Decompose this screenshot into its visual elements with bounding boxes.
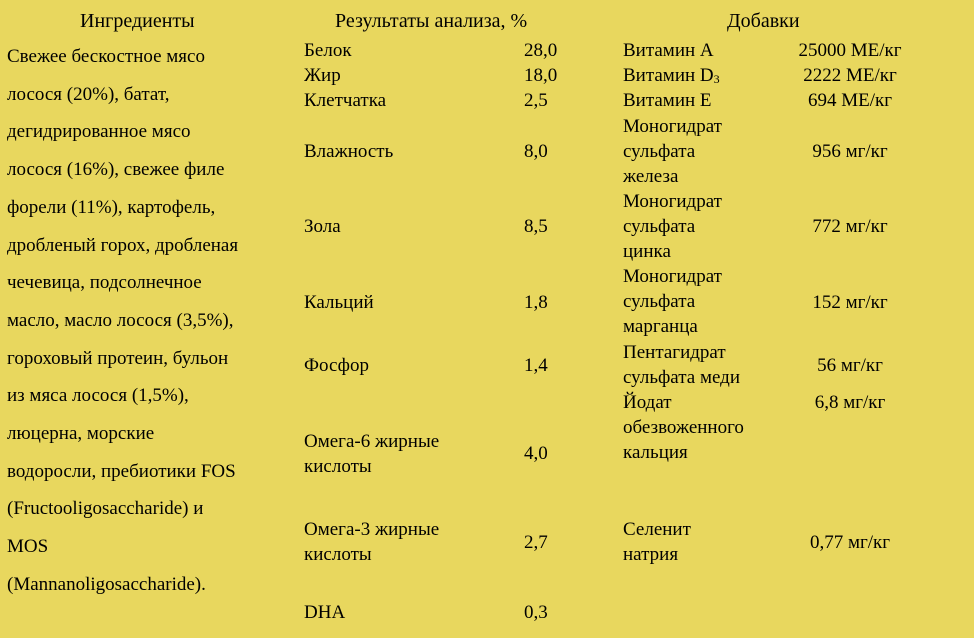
additive-name-line: марганца	[623, 316, 698, 337]
analysis-name-omega3	[304, 517, 439, 567]
additive-name-manganese	[623, 264, 722, 339]
ingredients-line: дробленый горох, дробленая	[7, 234, 239, 256]
analysis-name-ash: Зола	[304, 216, 341, 237]
ingredients-line: (Mannanoligosaccharide).	[7, 573, 206, 595]
additive-name-line: натрия	[623, 544, 679, 565]
analysis-name-omega6-line: кислоты	[304, 456, 372, 477]
analysis-name-omega3-line: кислоты	[304, 544, 372, 565]
additive-name-selenite	[623, 517, 691, 567]
additive-name-line: Селенит	[623, 519, 691, 540]
additive-name-line: кальция	[623, 442, 688, 463]
analysis-value-omega6: 4,0	[524, 443, 548, 464]
additives-header: Добавки	[727, 10, 800, 32]
additive-value-zinc: 772 мг/кг	[812, 216, 888, 237]
additive-name-line: сульфата	[623, 141, 696, 162]
analysis-value-calcium: 1,8	[524, 292, 548, 313]
additive-value-vitamin-e: 694 МЕ/кг	[807, 90, 893, 111]
analysis-name-dha: DHA	[304, 602, 346, 623]
ingredients-line: люцерна, морские	[7, 423, 155, 445]
ingredients-line: Свежее бескостное мясо	[7, 46, 205, 67]
analysis-name-moisture: Влажность	[304, 141, 394, 162]
additive-name-subscript: 3	[713, 72, 720, 86]
additive-value-iron: 956 мг/кг	[812, 141, 888, 162]
analysis-value-fiber: 2,5	[524, 90, 548, 111]
additive-name-line: Моногидрат	[623, 191, 722, 212]
analysis-value-dha: 0,3	[524, 602, 548, 623]
ingredients-line: масло, масло лосося (3,5%),	[7, 309, 234, 331]
ingredients-line: форели (11%), картофель,	[7, 196, 216, 218]
analysis-name-omega6-line: Омега-6 жирные	[304, 431, 440, 452]
ingredients-line: MOS	[7, 536, 49, 558]
additive-name-line: сульфата	[623, 291, 696, 312]
analysis-name-fiber: Клетчатка	[304, 90, 387, 111]
additive-value-vitamin-a: 25000 МЕ/кг	[798, 40, 902, 61]
analysis-name-fat: Жир	[304, 65, 341, 86]
analysis-value-moisture: 8,0	[524, 141, 548, 162]
additive-name-line: обезвоженного	[623, 417, 744, 438]
additive-name-vitamin-a: Витамин А	[623, 40, 714, 61]
additive-name-line: Пентагидрат	[623, 342, 726, 363]
additive-value-selenite: 0,77 мг/кг	[809, 532, 891, 553]
additive-name-iron	[623, 114, 722, 189]
analysis-value-ash: 8,5	[524, 216, 548, 237]
ingredients-line: чечевица, подсолнечное	[7, 272, 202, 294]
analysis-value-phosphorus: 1,4	[524, 355, 548, 376]
additive-name-line: Йодат	[623, 392, 672, 413]
additive-name-line: сульфата	[623, 216, 696, 237]
analysis-name-omega6	[304, 429, 439, 479]
ingredients-line: лосося (20%), батат,	[7, 83, 170, 105]
ingredients-text	[7, 38, 297, 604]
additive-value-iodate: 6,8 мг/кг	[814, 392, 886, 413]
analysis-value-omega3: 2,7	[524, 532, 548, 553]
analysis-name-omega3-line: Омега-3 жирные	[304, 519, 440, 540]
additive-name-copper	[623, 340, 740, 390]
additive-value-manganese: 152 мг/кг	[812, 292, 888, 313]
additive-name-iodate	[623, 390, 744, 465]
additive-value-vitamin-d3: 2222 МЕ/кг	[803, 65, 897, 86]
additive-name-zinc	[623, 189, 722, 264]
analysis-name-phosphorus: Фосфор	[304, 355, 369, 376]
additive-name-vitamin-e: Витамин Е	[623, 90, 712, 111]
ingredients-line: (Fructooligosaccharide) и	[7, 498, 204, 520]
additive-name-line: Моногидрат	[623, 266, 722, 287]
analysis-header: Результаты анализа, %	[335, 10, 528, 32]
ingredients-line: из мяса лосося (1,5%),	[7, 385, 189, 407]
additive-name-line: сульфата меди	[623, 367, 741, 388]
ingredients-line: лосося (16%), свежее филе	[7, 159, 225, 181]
ingredients-line: водоросли, пребиотики FOS	[7, 460, 236, 482]
ingredients-line: гороховый протеин, бульон	[7, 347, 229, 369]
analysis-value-protein: 28,0	[524, 40, 558, 61]
ingredients-header: Ингредиенты	[80, 10, 195, 32]
analysis-name-calcium: Кальций	[304, 292, 374, 313]
additive-value-copper: 56 мг/кг	[817, 355, 883, 376]
additive-name-vitamin-d: Витамин D	[623, 65, 714, 86]
additive-name-line: Моногидрат	[623, 116, 722, 137]
ingredients-line: дегидрированное мясо	[7, 121, 191, 143]
additive-name-line: железа	[623, 166, 679, 187]
analysis-name-protein: Белок	[304, 40, 352, 61]
analysis-value-fat: 18,0	[524, 65, 558, 86]
additive-name-line: цинка	[623, 241, 671, 262]
